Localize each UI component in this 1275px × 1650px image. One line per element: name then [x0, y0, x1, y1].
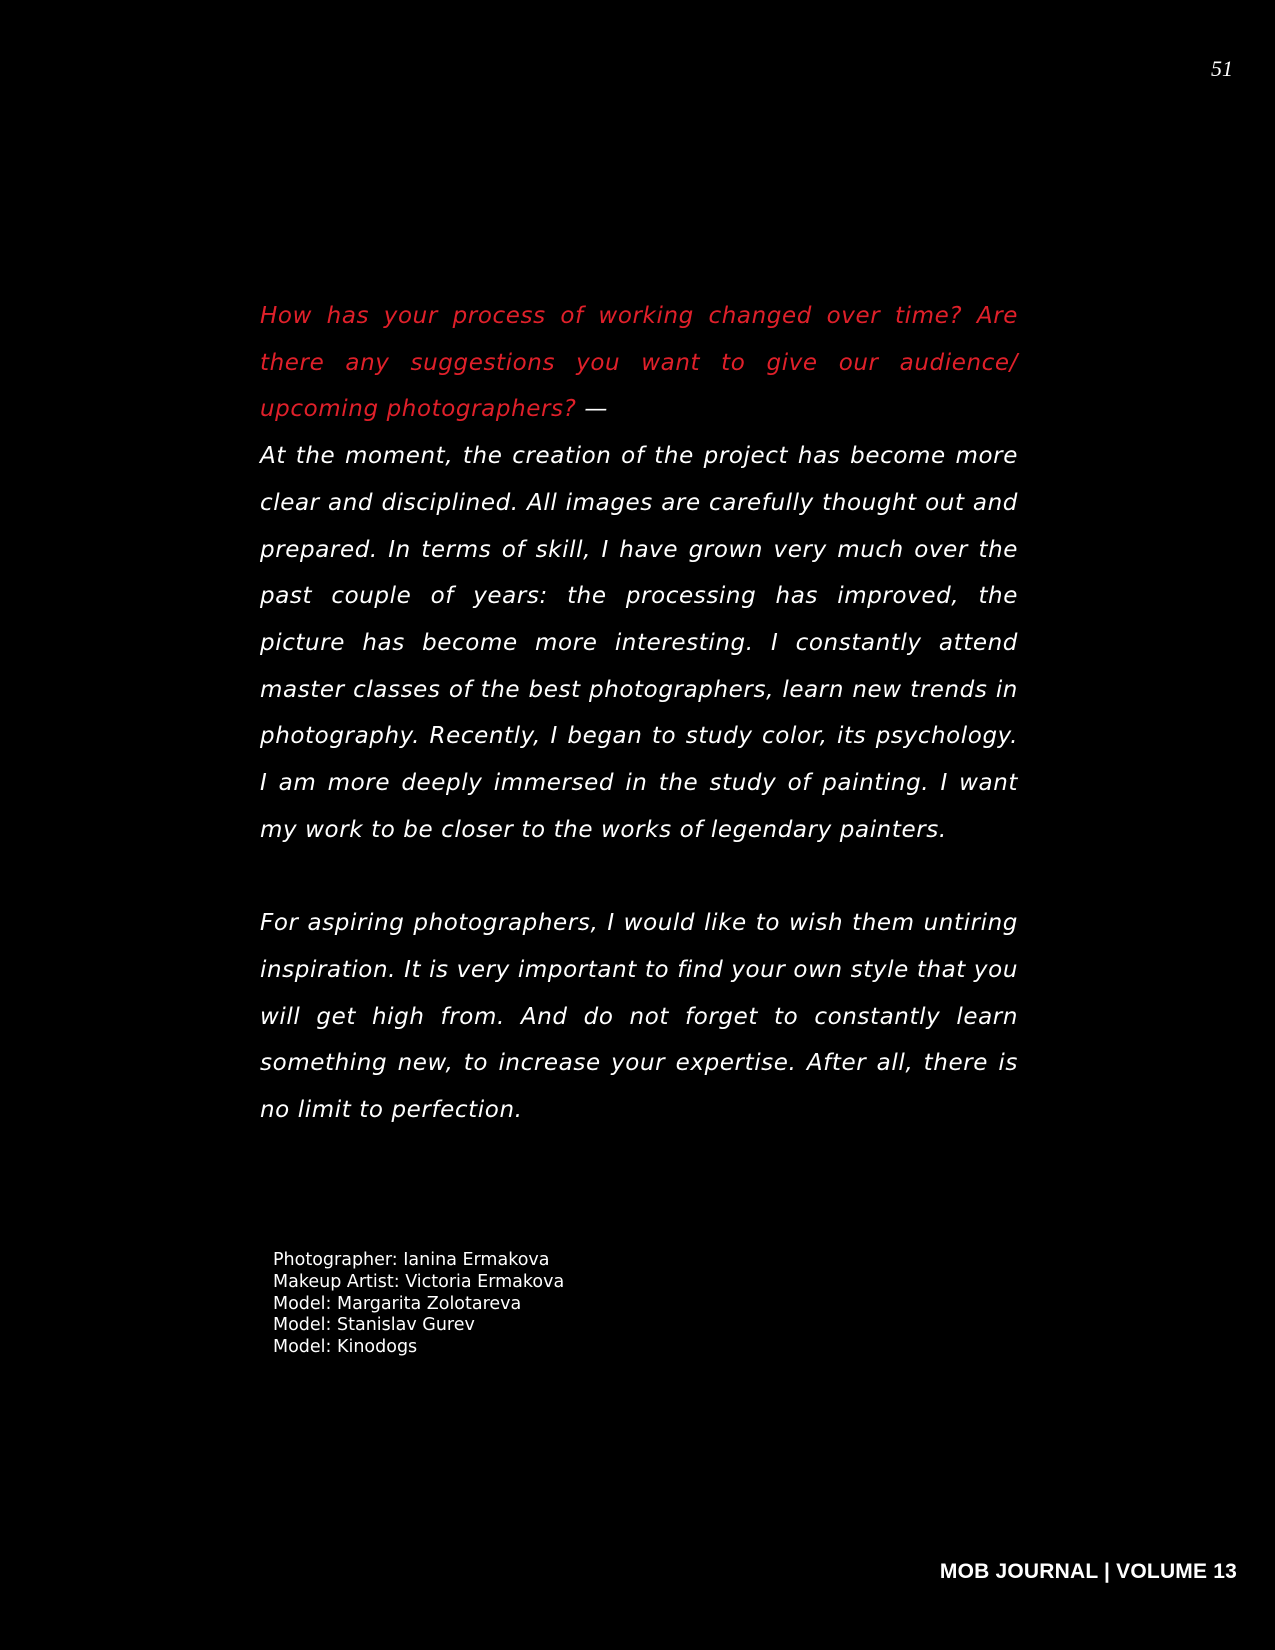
credit-line: Model: Kinodogs	[273, 1337, 418, 1358]
page-number: 51	[1211, 56, 1233, 81]
credit-line: Photographer: Ianina Ermakova	[273, 1250, 550, 1270]
credits-block	[273, 1250, 564, 1359]
footer-publication: MOB JOURNAL | VOLUME 13	[939, 1560, 1237, 1583]
interview-question: How has your process of working changed over time? Are there any suggestions you want to give our audience/ upcoming photographers?	[260, 303, 1018, 423]
credit-line: Model: Margarita Zolotareva	[273, 1293, 522, 1314]
question-paragraph	[260, 293, 1018, 433]
answer-paragraph-2: For aspiring photographers, I would like to wish them untiring inspiration. It is very important to find your own style that you will get high from. And do not forget to constantly learn something new, to increase your expertise. After all, there is no limit to perfection.	[260, 910, 1018, 1123]
credit-line: Model: Stanislav Gurev	[273, 1315, 475, 1336]
credit-line: Makeup Artist: Victoria Ermakova	[273, 1271, 565, 1292]
question-dash: —	[584, 396, 608, 423]
article-body	[260, 293, 1018, 1134]
answer-paragraph-1: At the moment, the creation of the project has become more clear and disciplined. All images are carefully thought out and prepared. In terms of skill, I have grown very much over the past couple of years: the processing has improved, the picture has become more interesting. I constantly attend master classes of the best photographers, learn new trends in photography. Recently, I began to study color, its psychology. I am more deeply immersed in the study of painting. I want my work to be closer to the works of legendary painters.	[260, 443, 1018, 843]
